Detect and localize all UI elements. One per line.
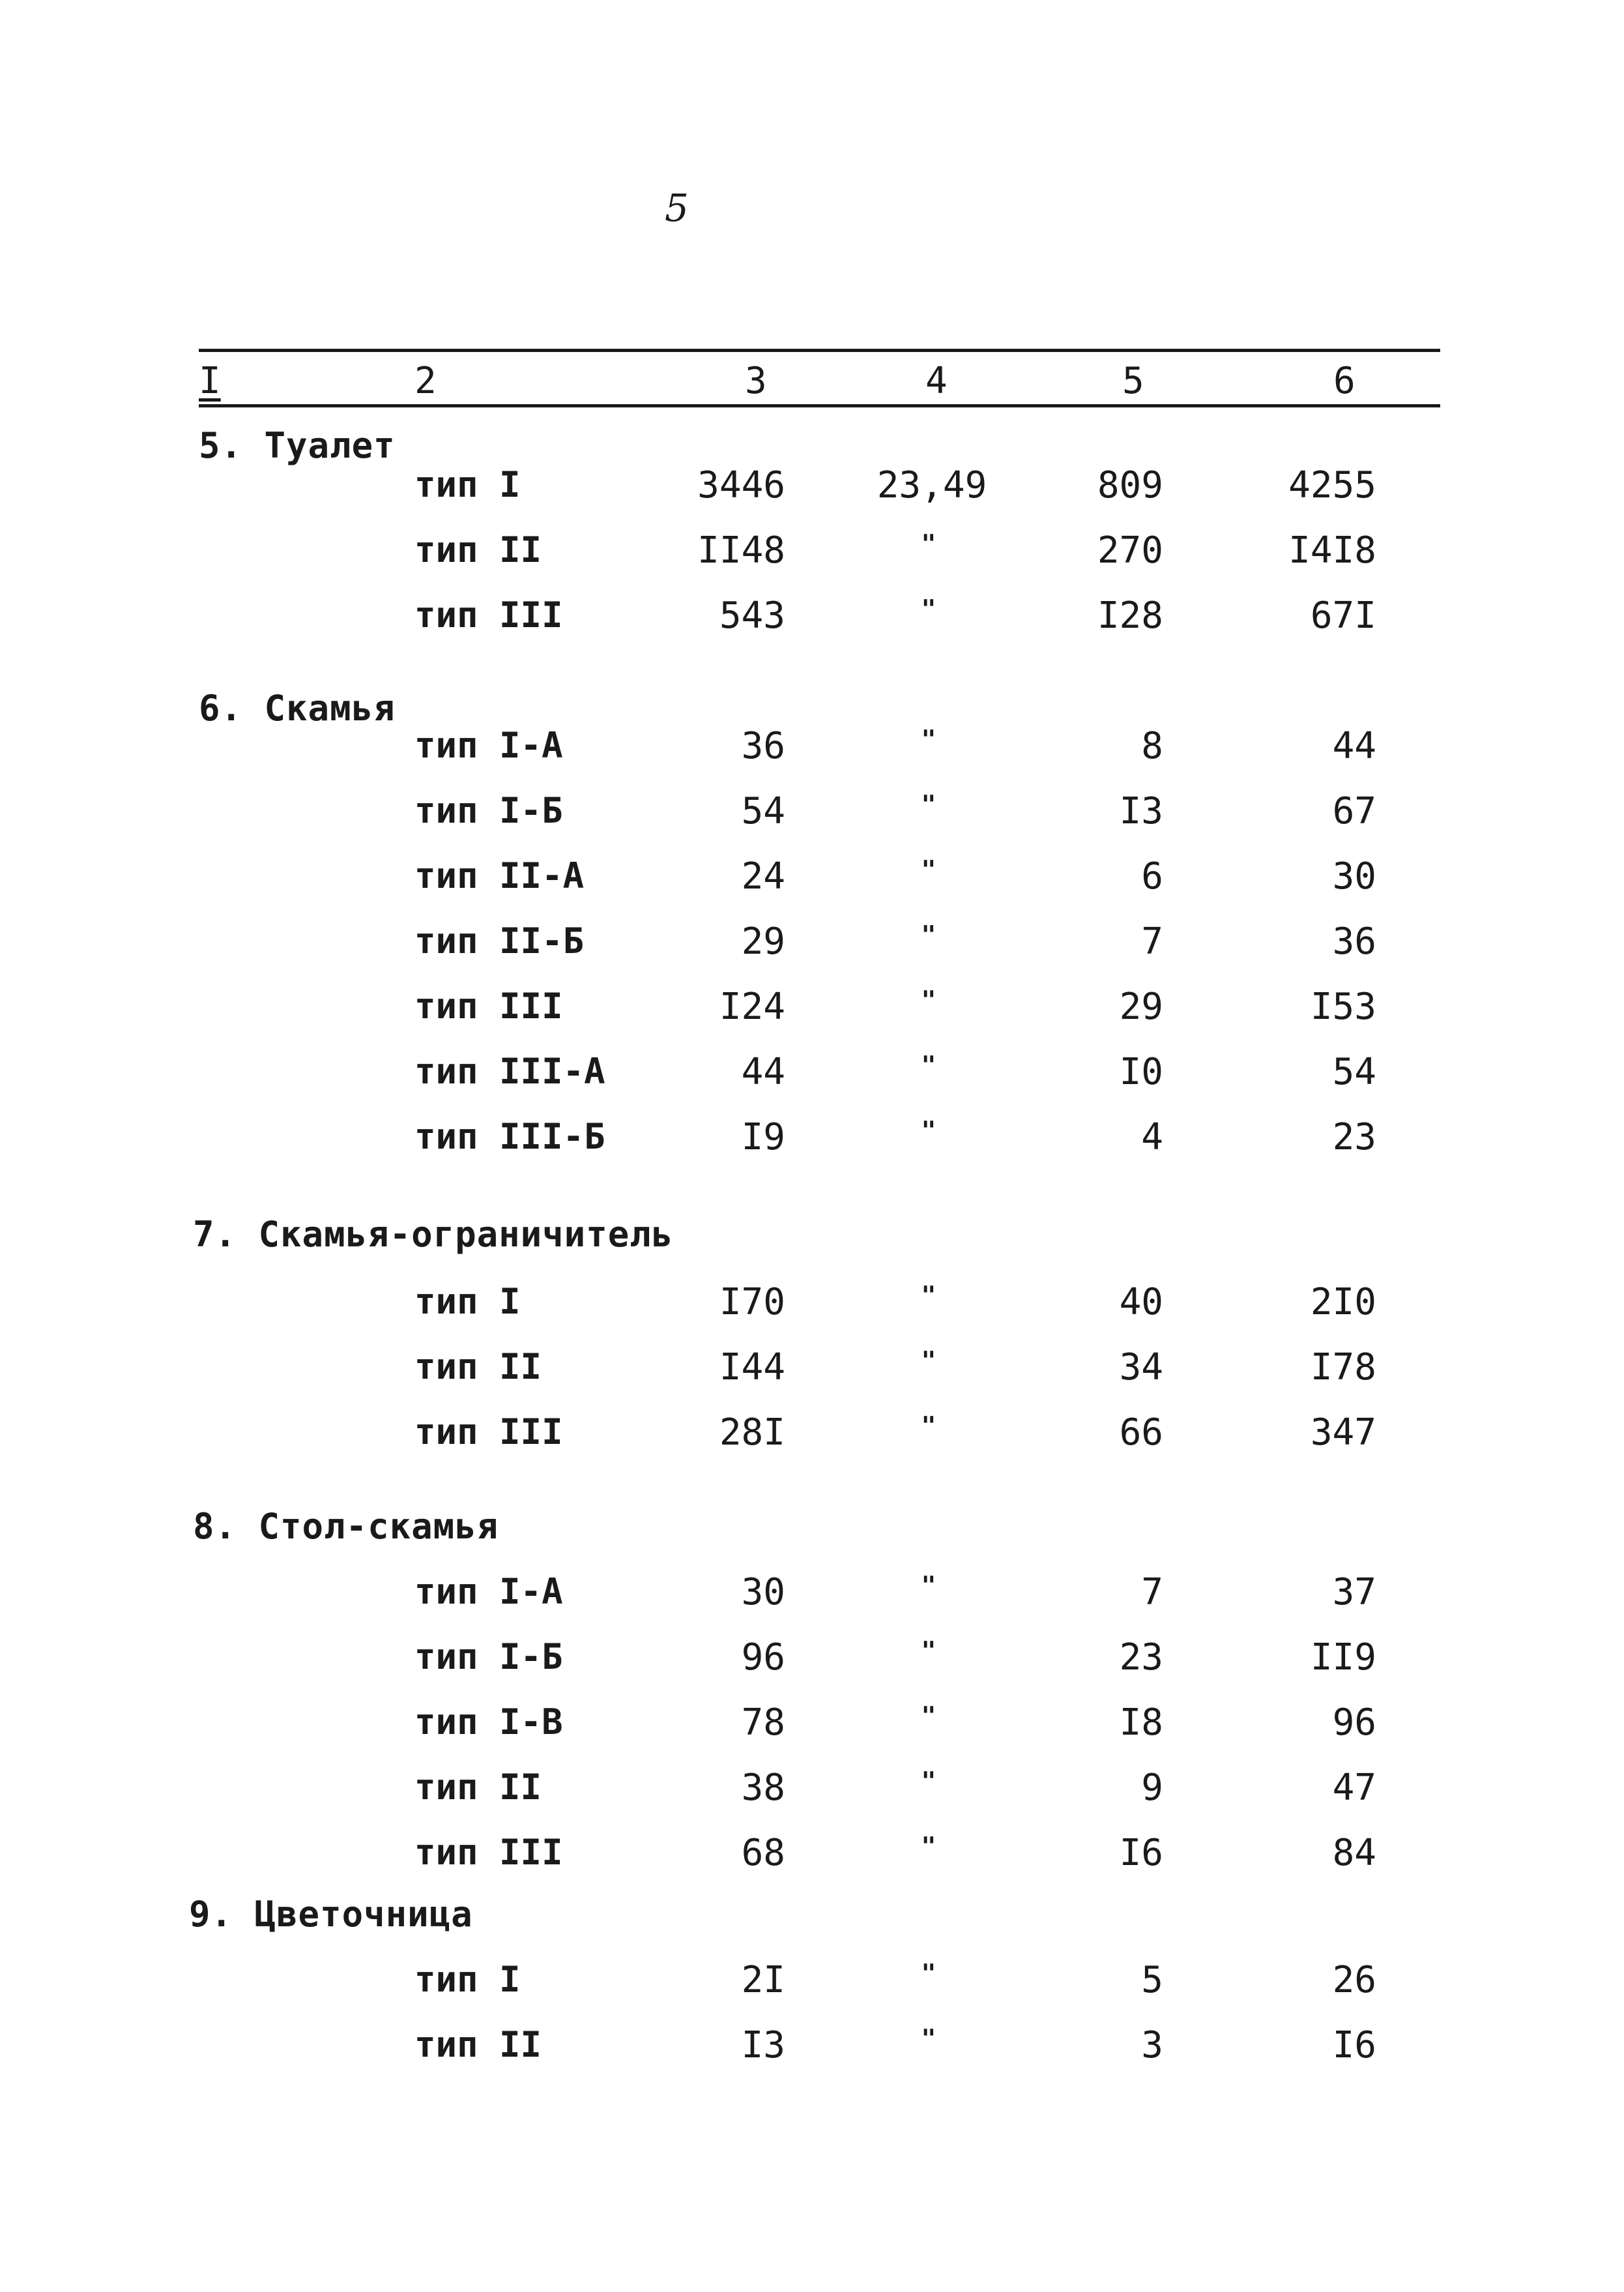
section-title: 9. Цветочница	[189, 1894, 473, 1935]
cell-col-4: "	[921, 986, 936, 1014]
cell-col-4: "	[921, 1281, 936, 1310]
section-title: 5. Туалет	[199, 425, 396, 466]
cell-col-3: 543	[719, 595, 785, 637]
table-row	[0, 920, 1624, 966]
type-label: тип III	[414, 986, 563, 1027]
cell-col-3: 30	[741, 1571, 785, 1613]
type-label: тип III	[414, 595, 563, 636]
type-label: тип III-Б	[414, 1116, 605, 1157]
cell-col-5: I6	[1119, 1832, 1163, 1874]
cell-col-6: I6	[1332, 2024, 1376, 2066]
cell-col-5: 23	[1119, 1636, 1163, 1679]
cell-col-3: 54	[741, 790, 785, 832]
cell-col-4: "	[921, 1832, 936, 1860]
cell-col-5: 9	[1141, 1767, 1163, 1809]
table-row	[0, 1959, 1624, 2005]
cell-col-3: 96	[741, 1636, 785, 1679]
table-row	[0, 1411, 1624, 1457]
cell-col-6: 347	[1310, 1411, 1376, 1454]
type-label: тип II	[414, 1767, 542, 1808]
cell-col-4: "	[921, 1767, 936, 1795]
table-row	[0, 464, 1624, 510]
cell-col-4: "	[921, 2024, 936, 2053]
cell-col-6: 84	[1332, 1832, 1376, 1874]
cell-col-6: 96	[1332, 1701, 1376, 1744]
type-label: тип III	[414, 1411, 563, 1452]
table-row	[0, 1346, 1624, 1392]
cell-col-6: 54	[1332, 1051, 1376, 1093]
cell-col-4: "	[921, 529, 936, 558]
type-label: тип I-Б	[414, 790, 563, 831]
cell-col-5: 29	[1119, 986, 1163, 1028]
cell-col-3: 28I	[719, 1411, 785, 1454]
cell-col-3: I44	[719, 1346, 785, 1388]
type-label: тип I-Б	[414, 1636, 563, 1677]
cell-col-6: 4255	[1288, 464, 1376, 507]
section-title: 8. Стол-скамья	[193, 1506, 499, 1547]
cell-col-5: I3	[1119, 790, 1163, 832]
section-title: 7. Скамья-ограничитель	[193, 1214, 674, 1255]
cell-col-5: 5	[1141, 1959, 1163, 2001]
cell-col-3: 78	[741, 1701, 785, 1744]
cell-col-4: "	[921, 725, 936, 754]
cell-col-5: 4	[1141, 1116, 1163, 1158]
cell-col-4: "	[921, 1636, 936, 1665]
table-row	[0, 1051, 1624, 1096]
type-label: тип III	[414, 1832, 563, 1873]
cell-col-4: "	[921, 1411, 936, 1440]
cell-col-5: I28	[1097, 595, 1163, 637]
type-label: тип II	[414, 529, 542, 570]
column-header-1: I	[199, 360, 221, 402]
cell-col-6: 47	[1332, 1767, 1376, 1809]
cell-col-4: "	[921, 790, 936, 819]
column-header-3: 3	[745, 360, 767, 402]
cell-col-3: 68	[741, 1832, 785, 1874]
cell-col-5: 6	[1141, 855, 1163, 898]
column-header-5: 5	[1122, 360, 1144, 402]
cell-col-5: I8	[1119, 1701, 1163, 1744]
column-header-4: 4	[925, 360, 948, 402]
cell-col-3: 2I	[741, 1959, 785, 2001]
table-row	[0, 1571, 1624, 1617]
cell-col-5: 66	[1119, 1411, 1163, 1454]
cell-col-6: II9	[1310, 1636, 1376, 1679]
cell-col-5: 7	[1141, 920, 1163, 963]
cell-col-3: II48	[697, 529, 785, 572]
table-header-rule	[199, 404, 1440, 407]
table-row	[0, 1767, 1624, 1812]
type-label: тип II	[414, 2024, 542, 2065]
cell-col-4: "	[921, 1051, 936, 1080]
section-title: 6. Скамья	[199, 688, 396, 729]
cell-col-4: "	[921, 920, 936, 949]
cell-col-6: 36	[1332, 920, 1376, 963]
column-header-2: 2	[414, 360, 437, 402]
cell-col-5: 3	[1141, 2024, 1163, 2066]
table-row	[0, 595, 1624, 640]
cell-col-3: I70	[719, 1281, 785, 1323]
cell-col-5: I0	[1119, 1051, 1163, 1093]
cell-col-4: "	[921, 855, 936, 884]
type-label: тип II-Б	[414, 920, 585, 962]
cell-col-6: 2I0	[1310, 1281, 1376, 1323]
table-row	[0, 855, 1624, 901]
type-label: тип I-А	[414, 725, 563, 766]
table-row	[0, 1832, 1624, 1877]
cell-col-3: I9	[741, 1116, 785, 1158]
cell-col-4: "	[921, 1701, 936, 1730]
cell-col-3: 29	[741, 920, 785, 963]
type-label: тип II	[414, 1346, 542, 1387]
page-number: 5	[665, 186, 689, 230]
cell-col-6: I53	[1310, 986, 1376, 1028]
cell-col-5: 270	[1097, 529, 1163, 572]
cell-col-4: "	[921, 1959, 936, 1988]
cell-col-4: "	[921, 1571, 936, 1600]
table-row	[0, 1636, 1624, 1682]
cell-col-6: 30	[1332, 855, 1376, 898]
table-row	[0, 529, 1624, 575]
table-row	[0, 986, 1624, 1031]
cell-col-6: 67I	[1310, 595, 1376, 637]
cell-col-3: I3	[741, 2024, 785, 2066]
table-row	[0, 725, 1624, 771]
table-row	[0, 790, 1624, 836]
cell-col-3: I24	[719, 986, 785, 1028]
cell-col-6: 26	[1332, 1959, 1376, 2001]
table-row	[0, 1116, 1624, 1162]
cell-col-6: 44	[1332, 725, 1376, 767]
type-label: тип II-А	[414, 855, 585, 896]
table-row	[0, 2024, 1624, 2070]
cell-col-4: "	[921, 595, 936, 623]
type-label: тип I	[414, 464, 521, 505]
cell-col-5: 34	[1119, 1346, 1163, 1388]
type-label: тип I-В	[414, 1701, 563, 1742]
type-label: тип I-А	[414, 1571, 563, 1612]
cell-col-3: 38	[741, 1767, 785, 1809]
cell-col-5: 809	[1097, 464, 1163, 507]
cell-col-5: 8	[1141, 725, 1163, 767]
cell-col-4: "	[921, 1116, 936, 1145]
type-label: тип I	[414, 1281, 521, 1322]
type-label: тип III-А	[414, 1051, 605, 1092]
table-row	[0, 1701, 1624, 1747]
type-label: тип I	[414, 1959, 521, 2000]
table-top-rule	[199, 349, 1440, 352]
cell-col-4: 23,49	[877, 464, 987, 507]
cell-col-5: 40	[1119, 1281, 1163, 1323]
cell-col-4: "	[921, 1346, 936, 1375]
cell-col-5: 7	[1141, 1571, 1163, 1613]
cell-col-3: 36	[741, 725, 785, 767]
cell-col-3: 3446	[697, 464, 785, 507]
cell-col-6: 23	[1332, 1116, 1376, 1158]
column-header-6: 6	[1333, 360, 1356, 402]
cell-col-3: 44	[741, 1051, 785, 1093]
cell-col-6: I78	[1310, 1346, 1376, 1388]
cell-col-6: 37	[1332, 1571, 1376, 1613]
cell-col-6: 67	[1332, 790, 1376, 832]
cell-col-3: 24	[741, 855, 785, 898]
cell-col-6: I4I8	[1288, 529, 1376, 572]
table-row	[0, 1281, 1624, 1327]
